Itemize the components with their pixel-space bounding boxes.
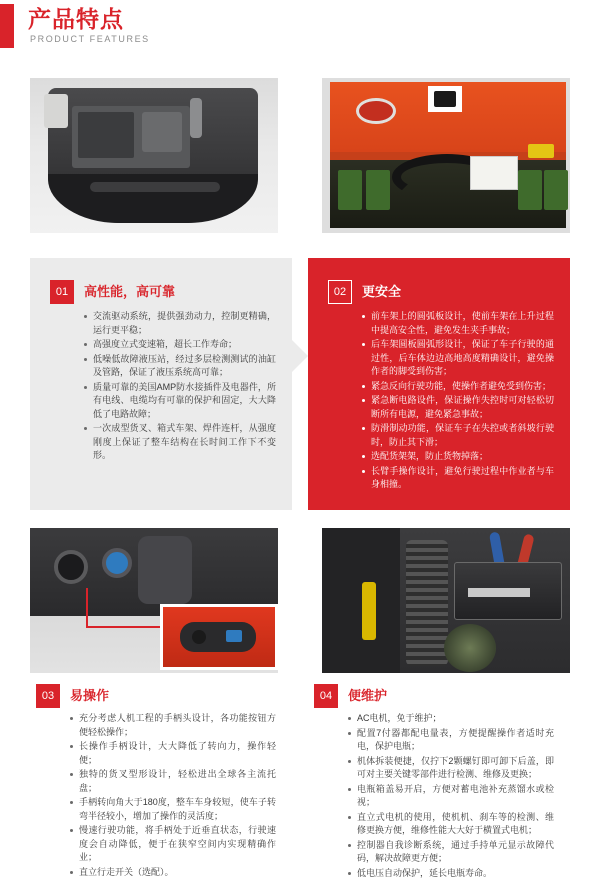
panel-arrow-divider: [292, 340, 308, 372]
feature-panel-01: [30, 258, 292, 510]
list-item: 手柄转向角大于180度，整车车身较短，使车子转弯半径较小，增加了操作的灵活度；: [70, 796, 276, 823]
feature-panel-02: [308, 258, 570, 510]
feature-number-badge: 03: [36, 684, 60, 708]
feature-number-badge: 02: [328, 280, 352, 304]
battery-cell-shape: [518, 170, 542, 210]
handle-grip-shape: [138, 536, 192, 604]
header-accent-bar: [0, 4, 14, 48]
page-title: 产品特点: [28, 6, 124, 32]
control-handle-photo: [30, 528, 278, 673]
motor-shape: [444, 624, 496, 672]
callout-line-horizontal: [86, 626, 162, 628]
spec-tag-shape: [470, 156, 518, 190]
list-item: 低电压自动保护，延长电瓶寿命。: [348, 867, 554, 881]
filler-cap-shape: [356, 98, 396, 124]
list-item: AC电机，免于维护；: [348, 712, 554, 726]
list-item: 充分考虑人机工程的手柄头设计，各功能按钮方便轻松操作；: [70, 712, 276, 739]
machine-head-photo: [30, 78, 278, 233]
battery-compartment-photo: [322, 78, 570, 233]
list-item: 选配货架架，防止货物掉落；: [362, 450, 554, 464]
list-item: 紧急反向行驶功能，使操作者避免受到伤害；: [362, 380, 554, 394]
list-item: 长臂手操作设计，避免行驶过程中作业者与车身相撞。: [362, 465, 554, 492]
list-item: 长操作手柄设计，大大降低了转向力，操作轻便；: [70, 740, 276, 767]
feature-bullet-list: [362, 310, 554, 493]
yellow-part-shape: [362, 582, 376, 640]
list-item: 慢速行驶功能，将手柄处于近垂直状态，行驶速度会自动降低，便于在狭窄空间内实现精确作业；: [70, 824, 276, 865]
list-item: 低噪低故障液压站，经过多层检测测试的油缸及管路，保证了液压系统高可靠；: [84, 353, 276, 380]
page-header: [0, 0, 600, 56]
warning-label-shape: [428, 86, 462, 112]
list-item: 一次成型货叉、箱式车架、焊件连杆，从强度刚度上保证了整车结构在长时间工作下不变形。: [84, 422, 276, 463]
feature-number-badge: 04: [314, 684, 338, 708]
feature-title: 易操作: [70, 688, 110, 703]
feature-number-badge: 01: [50, 280, 74, 304]
list-item: 质量可靠的美国AMP防水接插件及电器件，所有电线、电缆均有可靠的保护和固定，大大降低了电路故障；: [84, 381, 276, 422]
controller-motor-photo: [322, 528, 570, 673]
chassis-shadow-shape: [322, 528, 400, 673]
control-panel-inner-shape: [78, 112, 134, 158]
list-item: 独特的货叉型形设计，轻松进出全球各主流托盘；: [70, 768, 276, 795]
feature-title: 更安全: [362, 284, 402, 299]
list-item: 防滑制动功能，保证车子在失控或者斜坡行驶时，防止其下滑；: [362, 422, 554, 449]
button-pad-shape: [180, 622, 256, 652]
battery-cell-shape: [366, 170, 390, 210]
feature-title: 高性能，高可靠: [84, 284, 176, 299]
list-item: 紧急断电路设件，保证操作失控时可对轻松切断所有电源，避免紧急事故；: [362, 394, 554, 421]
list-item: 交流驱动系统，提供强劲动力，控制更精确，运行更平稳；: [84, 310, 276, 337]
hydraulic-tube-shape: [190, 98, 202, 138]
list-item: 直立式电机的使用，使机机、刹车等的检测、维修更换方便，维修性能大大好于横置式电机；: [348, 811, 554, 838]
feature-title: 便维护: [348, 688, 388, 703]
list-item: 配置7付器都配电量表，方便提醒操作者适时充电，保护电瓶；: [348, 727, 554, 754]
battery-cell-shape: [544, 170, 568, 210]
list-item: 后车架圆板圆弧形设计，保证了车子行驶的通过性，后车体边边高地高度精确设计，避免操作者的脚受到伤害；: [362, 338, 554, 379]
list-item: 电瓶箱盖易开启，方便对蓄电池补充蒸馏水或检视；: [348, 783, 554, 810]
list-item: 直立行走开关（选配）。: [70, 866, 276, 880]
page-subtitle: PRODUCT FEATURES: [30, 34, 150, 44]
list-item: 机体拆装便捷，仅拧下2颗螺钉即可卸下后盖，即可对主要关键零部件进行检测、维修及更换；: [348, 755, 554, 782]
base-highlight-shape: [90, 182, 220, 192]
handle-knob-left-shape: [54, 550, 88, 584]
list-item: 前车架上的圆弧板设计，使前车架在上升过程中提高安全性，避免发生夹手事故；: [362, 310, 554, 337]
callout-line-vertical: [86, 588, 88, 628]
controller-label-shape: [468, 588, 530, 597]
list-item: 高强度立式变速箱，超长工作寿命；: [84, 338, 276, 352]
fluid-tank-shape: [44, 94, 68, 128]
battery-cell-shape: [338, 170, 362, 210]
yellow-connector-shape: [528, 144, 554, 158]
handle-knob-right-shape: [102, 548, 132, 578]
list-item: 控制器自我诊断系统，通过手持单元显示故障代码，解决故障更方便；: [348, 839, 554, 866]
gearbox-block-shape: [142, 112, 182, 152]
hose-coil-shape: [406, 540, 448, 666]
feature-bullet-list: [348, 712, 554, 881]
feature-bullet-list: [70, 712, 276, 880]
feature-bullet-list: [84, 310, 276, 464]
